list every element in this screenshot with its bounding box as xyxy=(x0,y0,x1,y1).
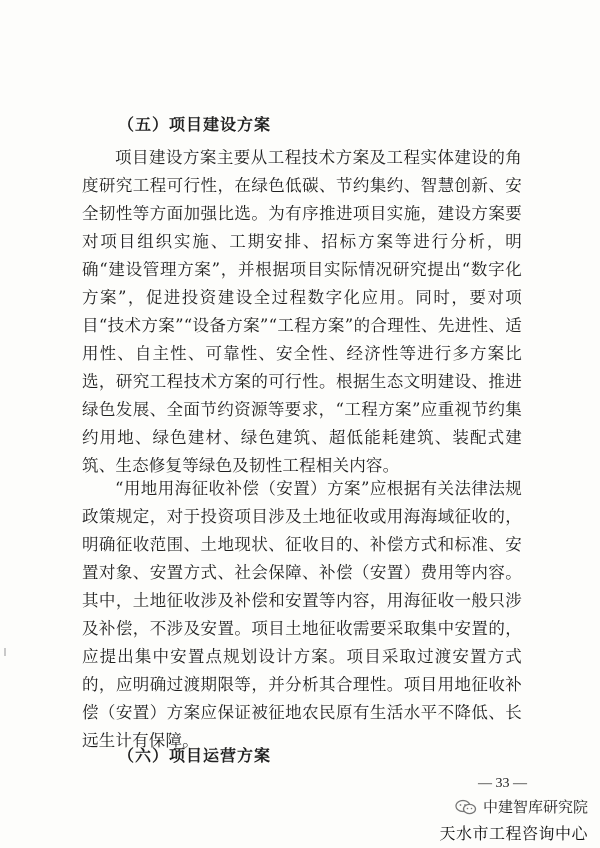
section-heading-5: （五）项目建设方案 xyxy=(118,115,272,134)
watermark-line1-row xyxy=(439,796,588,817)
scan-speck xyxy=(4,648,6,656)
section-heading-6: （六）项目运营方案 xyxy=(118,746,272,765)
paragraph-construction-plan: 项目建设方案主要从工程技术方案及工程实体建设的角度研究工程可行性，在绿色低碳、节约集约、智慧创新、安全韧性等方面加强比选。为有序推进项目实施，建设方案要对项目组织实施、工期安排、招标方案等进行分析，明确“建设管理方案”，并根据项目实际情况研究提出“数字化方案”，促进投资建设全过程数字化应用。同时，要对项目“技术方案”“设备方案”“工程方案”的合理性、先进性、适用性、自主性、可靠性、安全性、经济性等进行多方案比选，研究工程技术方案的可行性。根据生态文明建设、推进绿色发展、全面节约资源等要求，“工程方案”应重视节约集约用地、绿色建材、绿色建筑、超低能耗建筑、装配式建筑、生态修复等绿色及韧性工程相关内容。 xyxy=(82,148,522,475)
wechat-icon xyxy=(455,799,477,815)
paragraph-land-compensation: “用地用海征收补偿（安置）方案”应根据有关法律法规政策规定，对于投资项目涉及土地征收或用海海域征收的，明确征收范围、土地现状、征收目的、补偿方式和标准、安置对象、安置方式、社会保障、补偿（安置）费用等内容。其中，土地征收涉及补偿和安置等内容，用海征收一般只涉及补偿，不涉及安置。项目土地征收需要采取集中安置的，应提出集中安置点规划设计方案。项目采取过渡安置方式的，应明确过渡期限等，并分析其合理性。项目用地征收补偿（安置）方案应保证被征地农民原有生活水平不降低、长远生计有保障。 xyxy=(82,479,522,750)
watermark-line1: 中建智库研究院 xyxy=(482,798,588,816)
watermark xyxy=(439,796,588,844)
page-number: — 33 — xyxy=(478,776,527,791)
watermark-line2: 天水市工程咨询中心 xyxy=(439,824,588,843)
